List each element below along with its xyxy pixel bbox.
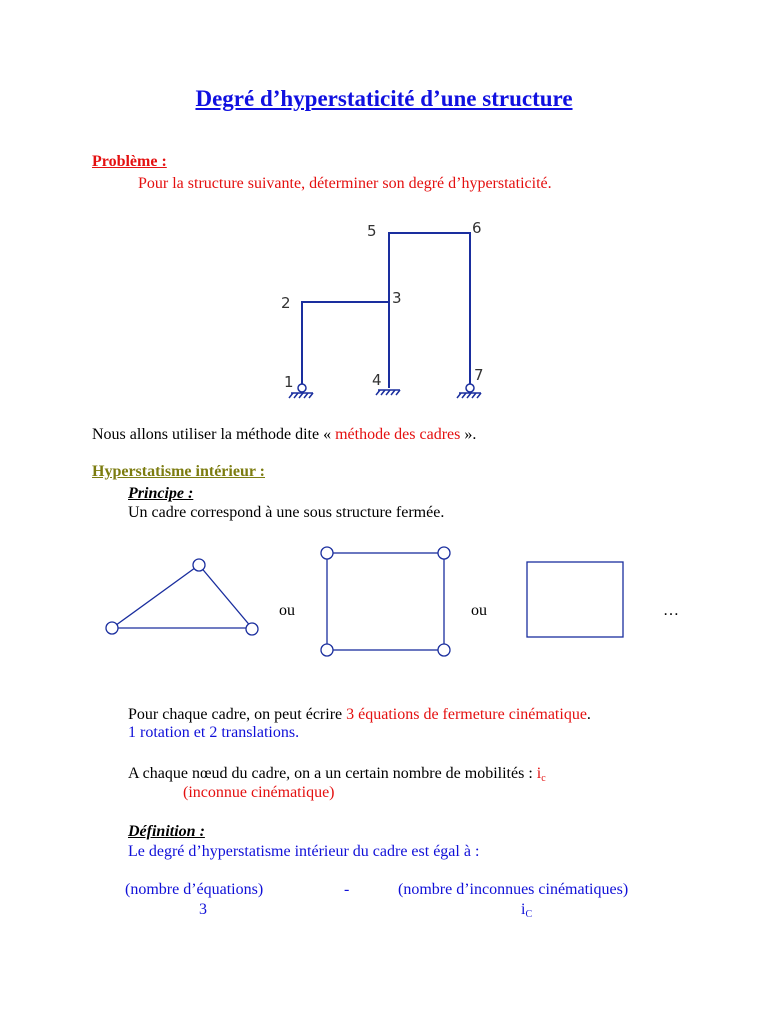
principe-heading: Principe :: [128, 485, 194, 502]
equations-highlight: 3 équations de fermeture cinématique: [346, 706, 587, 723]
methode-suffix: ».: [460, 426, 477, 443]
mobilites-note: (inconnue cinématique): [183, 784, 335, 801]
probleme-text: Pour la structure suivante, déterminer son degré d’hyperstaticité.: [138, 175, 552, 192]
formula-left-term: (nombre d’équations): [125, 881, 264, 898]
square-frame-rigid: [527, 562, 623, 637]
node-label-3: 3: [392, 289, 402, 307]
mobilites-symbol-sub: c: [541, 773, 546, 784]
mobilites-text: A chaque nœud du cadre, on a un certain nombre de mobilités :: [128, 765, 537, 782]
separator-ou-2: ou: [471, 602, 487, 619]
node-label-7: 7: [474, 366, 484, 384]
formula-right-symbol: [521, 901, 532, 920]
equations-line: [128, 706, 591, 724]
formula-right-term: (nombre d’inconnues cinématiques): [398, 881, 629, 898]
equations-prefix: Pour chaque cadre, on peut écrire: [128, 706, 347, 723]
definition-heading: Définition :: [128, 823, 205, 840]
definition-text: Le degré d’hyperstatisme intérieur du cadre est égal à :: [128, 843, 480, 860]
formula-minus: -: [344, 881, 350, 898]
mobilites-symbol: i: [536, 765, 542, 782]
hyperstatisme-heading: Hyperstatisme intérieur :: [92, 463, 265, 480]
node-label-4: 4: [372, 371, 382, 389]
principe-text: Un cadre correspond à une sous structure fermée.: [128, 504, 445, 521]
square-frame-hinged: [321, 547, 450, 656]
node-label-5: 5: [367, 222, 377, 240]
methode-prefix: Nous allons utiliser la méthode dite «: [92, 426, 336, 443]
formula-left-value: 3: [199, 901, 207, 918]
ellipsis: …: [663, 602, 679, 619]
node-label-6: 6: [472, 219, 482, 237]
page-title: Degré d’hyperstaticité d’une structure: [195, 86, 573, 111]
node-label-1: 1: [284, 373, 294, 391]
formula-right-symbol-sub: C: [525, 909, 533, 920]
equations-suffix: .: [586, 706, 591, 723]
separator-ou-1: ou: [279, 602, 295, 619]
probleme-heading: Problème :: [92, 153, 167, 170]
equations-detail: 1 rotation et 2 translations.: [128, 724, 300, 741]
mobilites-line: [128, 765, 546, 784]
methode-highlight: méthode des cadres: [335, 426, 461, 443]
triangle-frame: [106, 559, 258, 635]
node-label-2: 2: [281, 294, 291, 312]
formula-right-symbol-main: i: [521, 901, 526, 918]
